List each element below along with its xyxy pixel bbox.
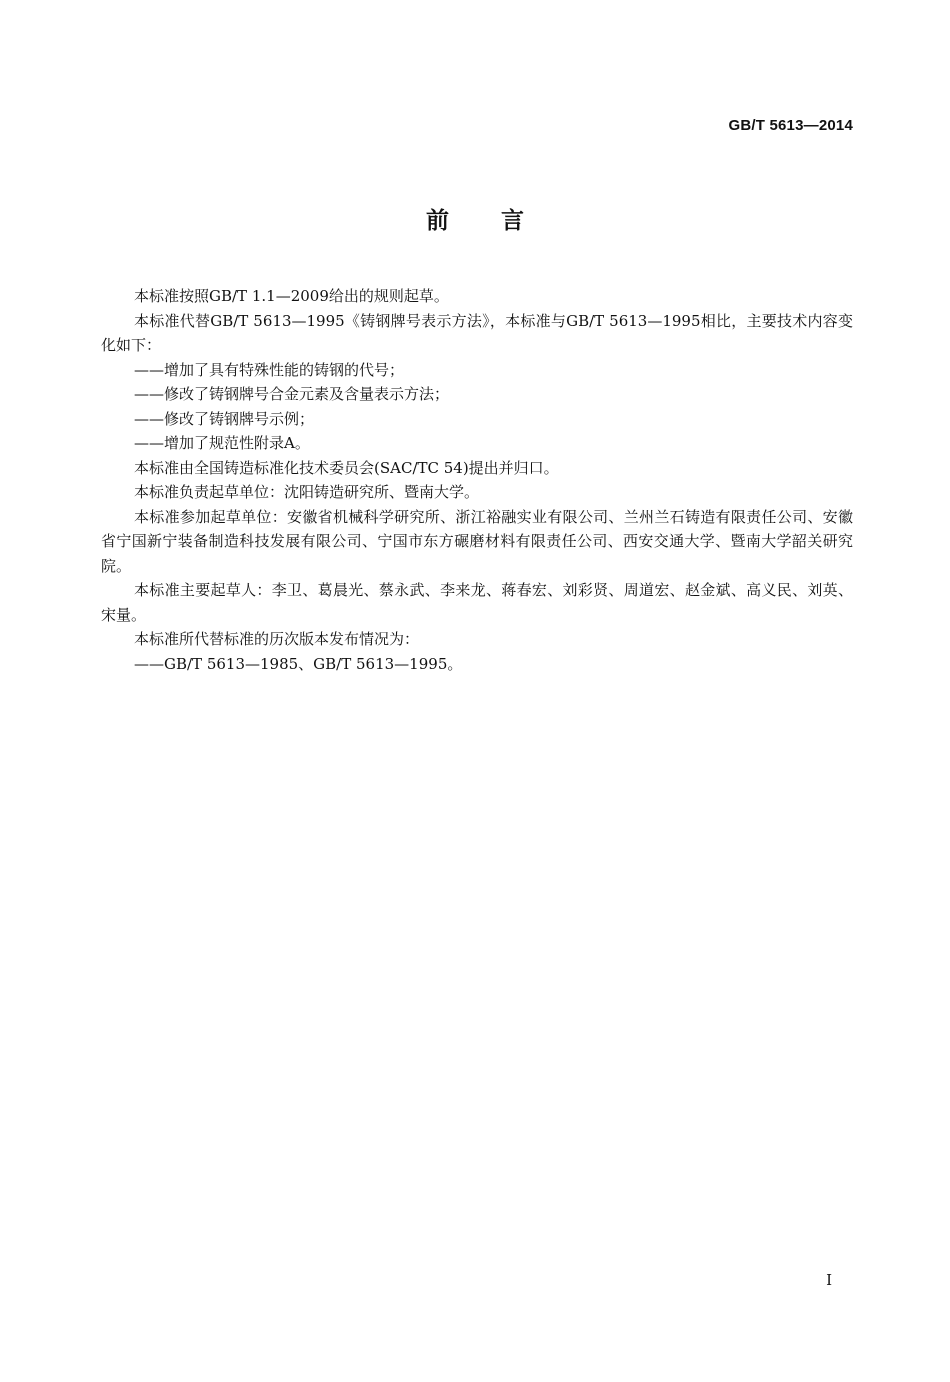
change-list-item: ——增加了规范性附录A。 [134, 434, 310, 452]
document-body [101, 284, 853, 676]
paragraph-drafting-rules: 本标准按照GB/T 1.1—2009给出的规则起草。 [134, 287, 449, 305]
history-list-item: ——GB/T 5613—1985、GB/T 5613—1995。 [134, 654, 463, 673]
paragraph-proposer: 本标准由全国铸造标准化技术委员会(SAC/TC 54)提出并归口。 [134, 458, 559, 477]
page-number: I [826, 1271, 832, 1289]
change-list-item: ——修改了铸钢牌号示例； [134, 409, 315, 428]
paragraph-replacement: 本标准代替GB/T 5613—1995《铸钢牌号表示方法》，本标准与GB/T 5613—1995相比，主要技术内容变化如下： [101, 311, 853, 354]
paragraph-drafters: 本标准主要起草人：李卫、葛晨光、蔡永武、李来龙、蒋春宏、刘彩贤、周道宏、赵金斌、高义民、刘英、宋量。 [101, 581, 853, 624]
paragraph-participating-units: 本标准参加起草单位：安徽省机械科学研究所、浙江裕融实业有限公司、兰州兰石铸造有限责任公司、安徽省宁国新宁装备制造科技发展有限公司、宁国市东方碾磨材料有限责任公司、西安交通大学、暨南大学韶关研究院。 [101, 507, 853, 575]
paragraph-responsible-units: 本标准负责起草单位：沈阳铸造研究所、暨南大学。 [134, 483, 480, 501]
page-title: 前言 [426, 208, 576, 234]
change-list-item: ——修改了铸钢牌号合金元素及含量表示方法； [134, 385, 450, 403]
standard-code: GB/T 5613—2014 [728, 117, 853, 134]
paragraph-history-intro: 本标准所代替标准的历次版本发布情况为： [134, 630, 420, 648]
change-list-item: ——增加了具有特殊性能的铸钢的代号； [134, 360, 405, 379]
